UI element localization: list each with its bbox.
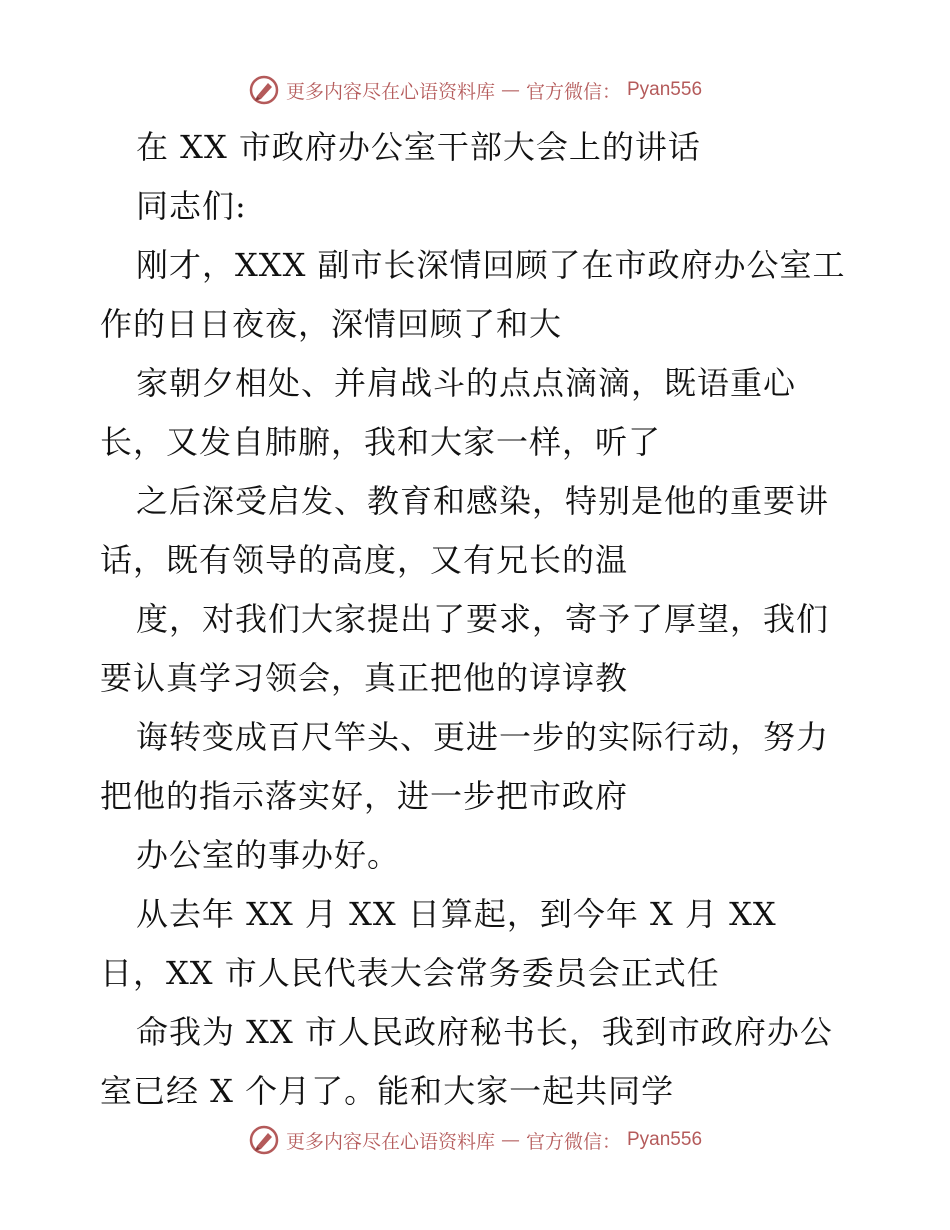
watermark-brand: Pyan556 <box>627 79 703 100</box>
text-line: 诲转变成百尺竿头、更进一步的实际行动，努力 <box>136 718 830 756</box>
watermark-separator: — <box>500 1129 520 1151</box>
watermark-separator: — <box>500 79 520 101</box>
text-line: 刚才，XXX 副市长深情回顾了在市政府办公室工 <box>136 246 846 284</box>
pen-logo-icon <box>248 1124 280 1156</box>
watermark-text: 更多内容尽在心语资料库 <box>285 1130 495 1153</box>
salutation: 同志们: <box>136 187 247 225</box>
text-line: 作的日日夜夜，深情回顾了和大 <box>100 305 563 343</box>
text-line: 室已经 X 个月了。能和大家一起共同学 <box>100 1072 675 1110</box>
text-line: 长，又发自肺腑，我和大家一样，听了 <box>100 423 662 461</box>
text-line: 话，既有领导的高度，又有兄长的温 <box>100 541 629 579</box>
footer-watermark <box>0 1120 950 1160</box>
watermark-brand: Pyan556 <box>627 1129 703 1150</box>
document-title: 在 XX 市政府办公室干部大会上的讲话 <box>136 128 701 166</box>
watermark-label: 官方微信： <box>525 80 621 103</box>
watermark-label: 官方微信： <box>525 1130 621 1153</box>
text-line: 家朝夕相处、并肩战斗的点点滴滴，既语重心 <box>136 364 797 402</box>
header-watermark <box>0 70 950 110</box>
text-line: 日，XX 市人民代表大会常务委员会正式任 <box>100 954 720 992</box>
text-line: 办公室的事办好。 <box>136 836 401 874</box>
text-line: 之后深受启发、教育和感染，特别是他的重要讲 <box>136 482 830 520</box>
text-line: 把他的指示落实好，进一步把市政府 <box>100 777 629 815</box>
document-body <box>100 118 860 1121</box>
text-line: 度，对我们大家提出了要求，寄予了厚望，我们 <box>136 600 830 638</box>
watermark-text: 更多内容尽在心语资料库 <box>285 80 495 103</box>
text-line: 要认真学习领会，真正把他的谆谆教 <box>100 659 629 697</box>
pen-logo-icon <box>248 74 280 106</box>
text-line: 命我为 XX 市人民政府秘书长，我到市政府办公 <box>136 1013 833 1051</box>
text-line: 从去年 XX 月 XX 日算起，到今年 X 月 XX <box>136 895 777 933</box>
